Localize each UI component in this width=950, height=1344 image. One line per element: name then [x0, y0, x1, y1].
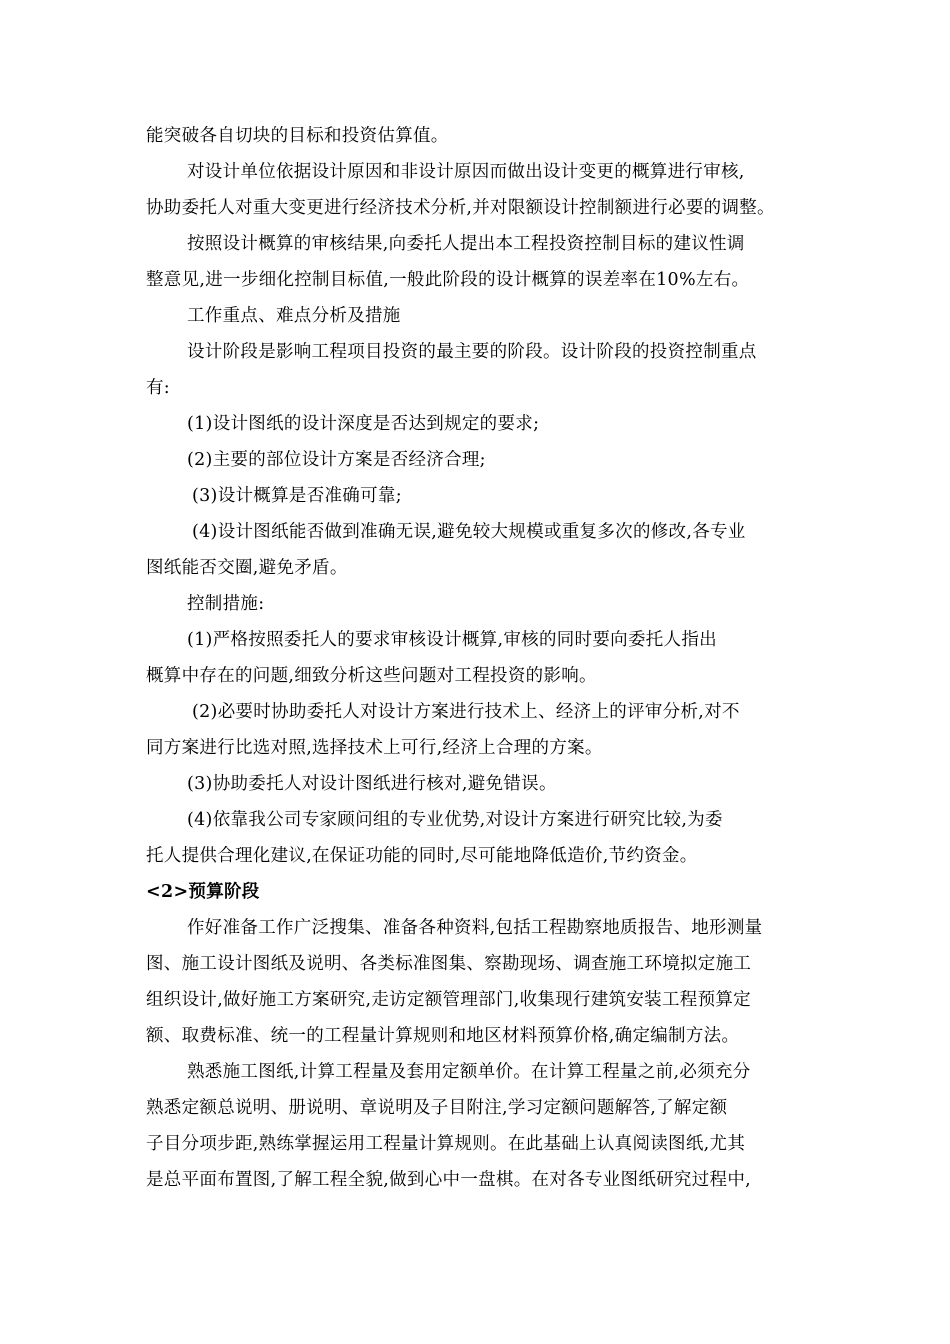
list-item: (4)依靠我公司专家顾问组的专业优势,对设计方案进行研究比较,为委 [187, 810, 723, 830]
paragraph-line: 按照设计概算的审核结果,向委托人提出本工程投资控制目标的建议性调 [187, 234, 745, 254]
text-line: 熟悉定额总说明、册说明、章说明及子目附注,学习定额问题解答,了解定额 [146, 1098, 728, 1118]
text-line: 整意见,进一步细化控制目标值,一般此阶段的设计概算的误差率在10%左右。 [146, 270, 750, 290]
list-item: (2)主要的部位设计方案是否经济合理; [187, 450, 486, 470]
text-line: 协助委托人对重大变更进行经济技术分析,并对限额设计控制额进行必要的调整。 [146, 198, 775, 218]
paragraph-line: 作好准备工作广泛搜集、准备各种资料,包括工程勘察地质报告、地形测量 [187, 918, 763, 938]
section-heading: <2>预算阶段 [146, 882, 260, 902]
text-line: 概算中存在的问题,细致分析这些问题对工程投资的影响。 [146, 666, 597, 686]
paragraph-line: 对设计单位依据设计原因和非设计原因而做出设计变更的概算进行审核, [187, 162, 745, 182]
list-item: (2)必要时协助委托人对设计方案进行技术上、经济上的评审分析,对不 [192, 702, 740, 722]
subheading: 控制措施: [187, 594, 265, 614]
list-item: (1)严格按照委托人的要求审核设计概算,审核的同时要向委托人指出 [187, 630, 717, 650]
list-item: (1)设计图纸的设计深度是否达到规定的要求; [187, 414, 540, 434]
text-line: 子目分项步距,熟练掌握运用工程量计算规则。在此基础上认真阅读图纸,尤其 [146, 1134, 746, 1154]
text-line: 图纸能否交圈,避免矛盾。 [146, 558, 348, 578]
list-item: (4)设计图纸能否做到准确无误,避免较大规模或重复多次的修改,各专业 [192, 522, 746, 542]
text-line: 能突破各自切块的目标和投资估算值。 [146, 126, 449, 146]
paragraph-line: 设计阶段是影响工程项目投资的最主要的阶段。设计阶段的投资控制重点 [187, 342, 757, 362]
paragraph-line: 熟悉施工图纸,计算工程量及套用定额单价。在计算工程量之前,必须充分 [187, 1062, 751, 1082]
text-line: 图、施工设计图纸及说明、各类标准图集、察勘现场、调查施工环境拟定施工 [146, 954, 752, 974]
text-line: 是总平面布置图,了解工程全貌,做到心中一盘棋。在对各专业图纸研究过程中, [146, 1170, 751, 1190]
subheading: 工作重点、难点分析及措施 [187, 306, 401, 326]
text-line: 组织设计,做好施工方案研究,走访定额管理部门,收集现行建筑安装工程预算定 [146, 990, 751, 1010]
text-line: 托人提供合理化建议,在保证功能的同时,尽可能地降低造价,节约资金。 [146, 846, 698, 866]
list-item: (3)协助委托人对设计图纸进行核对,避免错误。 [187, 774, 557, 794]
text-line: 有: [146, 378, 170, 398]
list-item: (3)设计概算是否准确可靠; [192, 486, 402, 506]
text-line: 同方案进行比选对照,选择技术上可行,经济上合理的方案。 [146, 738, 603, 758]
text-line: 额、取费标准、统一的工程量计算规则和地区材料预算价格,确定编制方法。 [146, 1026, 740, 1046]
